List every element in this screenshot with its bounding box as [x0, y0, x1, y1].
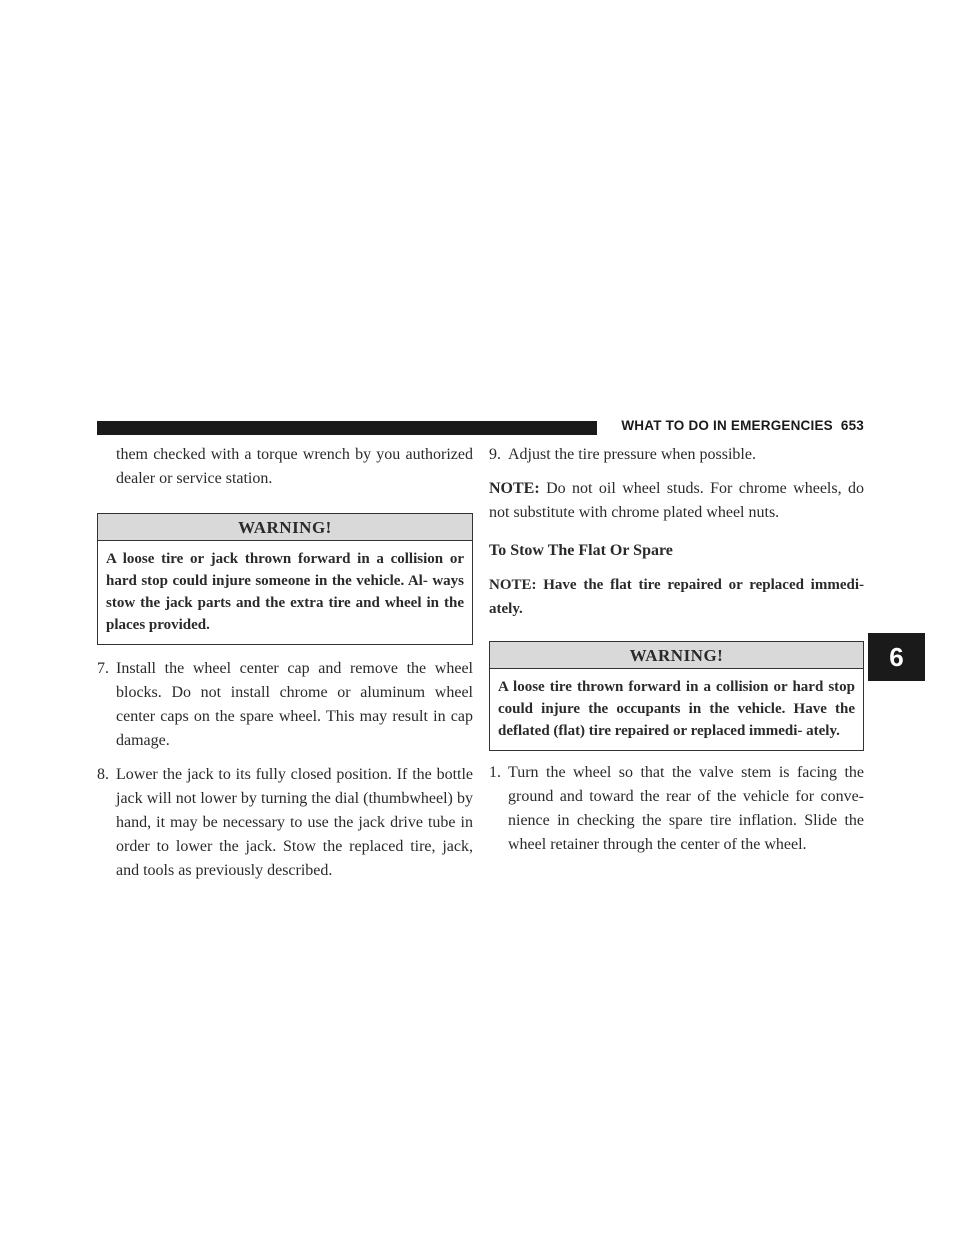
right-column	[489, 443, 864, 857]
continuation-text: them checked with a torque wrench by you authorized dealer or service station.	[116, 446, 473, 487]
step-text: Install the wheel center cap and remove the wheel blocks. Do not install chrome or aluminum wheel center caps on the spare wheel. This may result in cap damage.	[116, 660, 473, 749]
note-label: NOTE:	[489, 480, 540, 497]
step-text: Adjust the tire pressure when possible.	[508, 446, 756, 463]
section-heading: To Stow The Flat Or Spare	[489, 542, 673, 559]
section-title: WHAT TO DO IN EMERGENCIES	[621, 418, 833, 433]
warning-box-left	[97, 513, 473, 645]
warning-body: A loose tire or jack thrown forward in a collision or hard stop could injure someone in the vehicle. Al- ways stow the jack parts and the extra tire and wheel in the places provided.	[106, 551, 464, 633]
note-text: Have the flat tire repaired or replaced immedi- ately.	[489, 577, 865, 617]
note-flat	[489, 573, 864, 621]
page-header	[606, 418, 864, 433]
step-7	[97, 657, 473, 753]
note-label: NOTE:	[489, 577, 537, 593]
chapter-tab: 6	[868, 633, 925, 681]
step-text: Turn the wheel so that the valve stem is facing the ground and toward the rear of the vehicle for conve- nience in checking the spare tire inflation. Slide the wheel retainer through the center of the wheel.	[508, 764, 864, 853]
step-number: 9.	[489, 446, 501, 463]
step-number: 1.	[489, 764, 501, 781]
note-text: Do not oil wheel studs. For chrome wheels, do not substitute with chrome plated wheel nuts.	[489, 480, 865, 521]
header-rule	[97, 421, 597, 435]
step-8	[97, 763, 473, 883]
step-number: 8.	[97, 766, 109, 783]
left-column	[97, 443, 473, 883]
warning-box-right	[489, 641, 864, 751]
warning-title: WARNING!	[490, 642, 863, 669]
warning-body: A loose tire thrown forward in a collision or hard stop could injure the occupants in the vehicle. Have the deflated (flat) tire repaired or replaced immedi- ately.	[498, 679, 855, 739]
page-number: 653	[840, 418, 864, 433]
step-1	[489, 761, 864, 857]
step-9	[489, 443, 864, 467]
step-text: Lower the jack to its fully closed position. If the bottle jack will not lower by turning the dial (thumbwheel) by hand, it may be necessary to use the jack drive tube in order to lower the jack. Stow the replaced tire, jack, and tools as previously described.	[116, 766, 473, 879]
step-number: 7.	[97, 660, 109, 677]
warning-title: WARNING!	[98, 514, 472, 541]
note-oil	[489, 477, 864, 525]
